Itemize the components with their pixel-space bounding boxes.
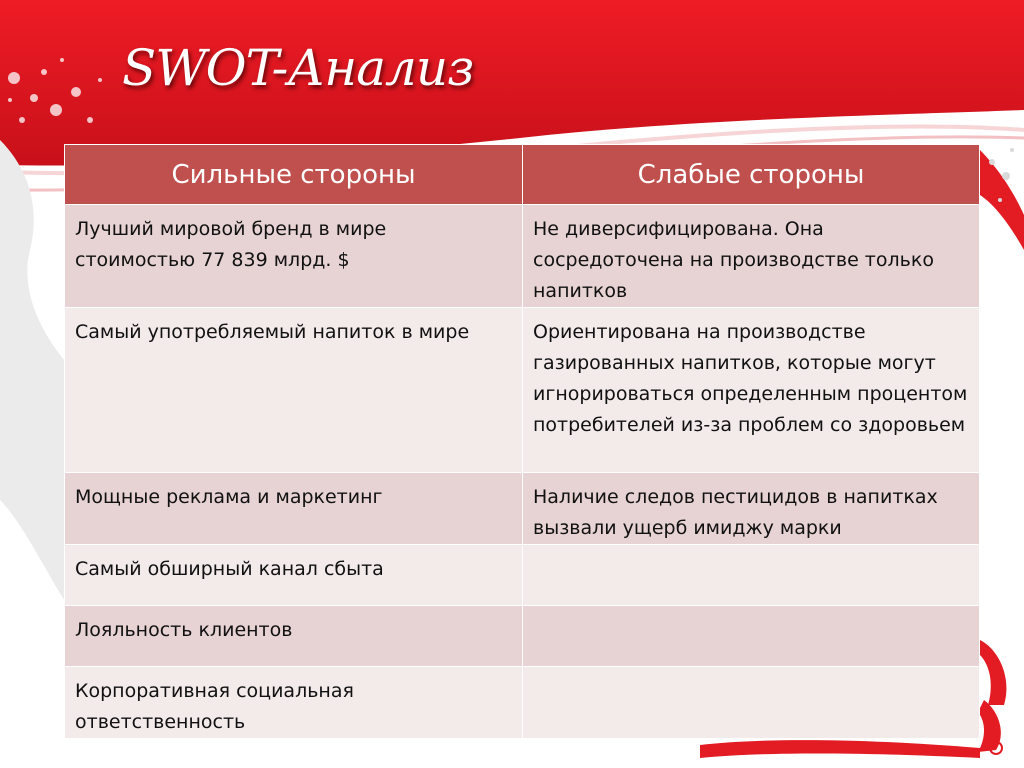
- strength-cell: Самый употребляемый напиток в мире: [65, 308, 523, 473]
- weakness-cell: [523, 667, 980, 739]
- table-header-row: [65, 145, 980, 205]
- strength-cell: Корпоративная социальная ответственность: [65, 667, 523, 739]
- strengths-header: Сильные стороны: [65, 145, 523, 205]
- left-swirl: [0, 140, 64, 600]
- weakness-cell: [523, 606, 980, 667]
- table-row: [65, 667, 980, 739]
- weakness-cell: Ориентирована на производстве газированных напитков, которые могут игнорироваться определенным процентом потребителей из-за проблем со здоровьем: [523, 308, 980, 473]
- table-row: [65, 308, 980, 473]
- table-row: [65, 205, 980, 308]
- strength-cell: Лучший мировой бренд в мире стоимостью 77 839 млрд. $: [65, 205, 523, 308]
- weaknesses-header: Слабые стороны: [523, 145, 980, 205]
- table-row: [65, 473, 980, 545]
- table-row: [65, 606, 980, 667]
- table-row: [65, 545, 980, 606]
- weakness-cell: Не диверсифицирована. Она сосредоточена на производстве только напитков: [523, 205, 980, 308]
- strength-cell: Мощные реклама и маркетинг: [65, 473, 523, 545]
- weakness-cell: Наличие следов пестицидов в напитках вызвали ущерб имиджу марки: [523, 473, 980, 545]
- strength-cell: Лояльность клиентов: [65, 606, 523, 667]
- weakness-cell: [523, 545, 980, 606]
- swot-table: [64, 144, 980, 739]
- strength-cell: Самый обширный канал сбыта: [65, 545, 523, 606]
- slide-title: SWOT-Анализ: [122, 39, 474, 97]
